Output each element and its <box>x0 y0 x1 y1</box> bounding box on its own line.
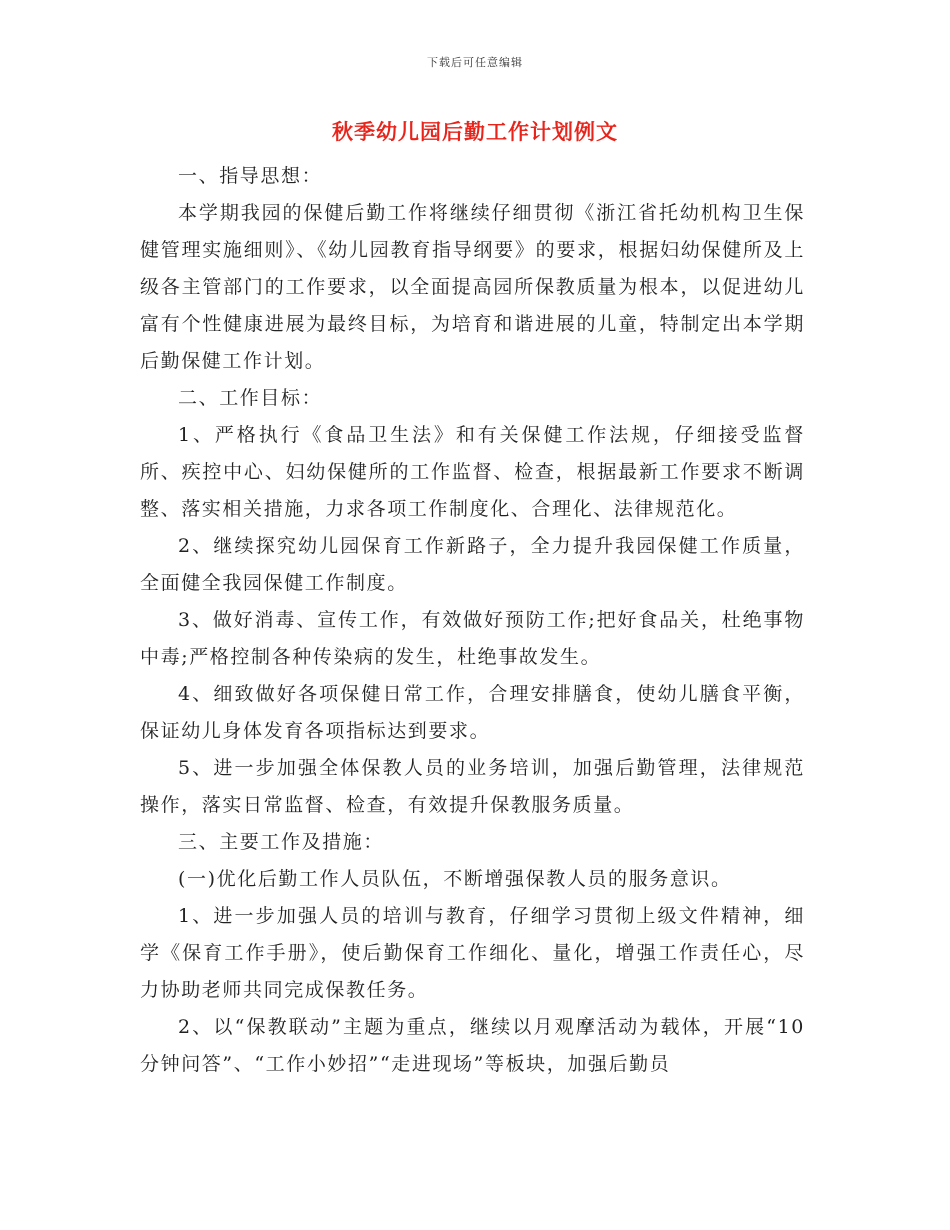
paragraph: 5、进一步加强全体保教人员的业务培训，加强后勤管理，法律规范操作，落实日常监督、检查，有效提升保教服务质量。 <box>140 757 805 816</box>
paragraph: 三、主要工作及措施： <box>178 831 385 853</box>
paragraph: (一)优化后勤工作人员队伍，不断增强保教人员的服务意识。 <box>178 868 732 890</box>
paragraph: 一、指导思想： <box>178 165 323 187</box>
header-note: 下载后可任意编辑 <box>427 56 523 69</box>
paragraph: 1、进一步加强人员的培训与教育，仔细学习贯彻上级文件精神，细学《保育工作手册》，使后勤保育工作细化、量化，增强工作责任心，尽力协助老师共同完成保教任务。 <box>140 905 805 1001</box>
paragraph: 本学期我园的保健后勤工作将继续仔细贯彻《浙江省托幼机构卫生保健管理实施细则》、《幼儿园教育指导纲要》的要求，根据妇幼保健所及上级各主管部门的工作要求，以全面提高园所保教质量为根本，以促进幼儿富有个性健康进展为最终目标，为培育和谐进展的儿童，特制定出本学期后勤保健工作计划。 <box>140 202 805 372</box>
paragraph: 3、做好消毒、宣传工作，有效做好预防工作;把好食品关，杜绝事物中毒;严格控制各种传染病的发生，杜绝事故发生。 <box>140 609 805 668</box>
paragraph: 二、工作目标： <box>178 387 323 409</box>
paragraph: 4、细致做好各项保健日常工作，合理安排膳食，使幼儿膳食平衡，保证幼儿身体发育各项指标达到要求。 <box>140 683 805 742</box>
paragraph: 2、以“保教联动”主题为重点，继续以月观摩活动为载体，开展“10分钟问答”、“工作小妙招”“走进现场”等板块，加强后勤员 <box>140 1016 805 1075</box>
document-body <box>140 158 805 1083</box>
paragraph: 1、严格执行《食品卫生法》和有关保健工作法规，仔细接受监督所、疾控中心、妇幼保健所的工作监督、检查，根据最新工作要求不断调整、落实相关措施，力求各项工作制度化、合理化、法律规范化。 <box>140 424 805 520</box>
document-title: 秋季幼儿园后勤工作计划例文 <box>332 119 618 144</box>
paragraph: 2、继续探究幼儿园保育工作新路子，全力提升我园保健工作质量，全面健全我园保健工作制度。 <box>140 535 805 594</box>
